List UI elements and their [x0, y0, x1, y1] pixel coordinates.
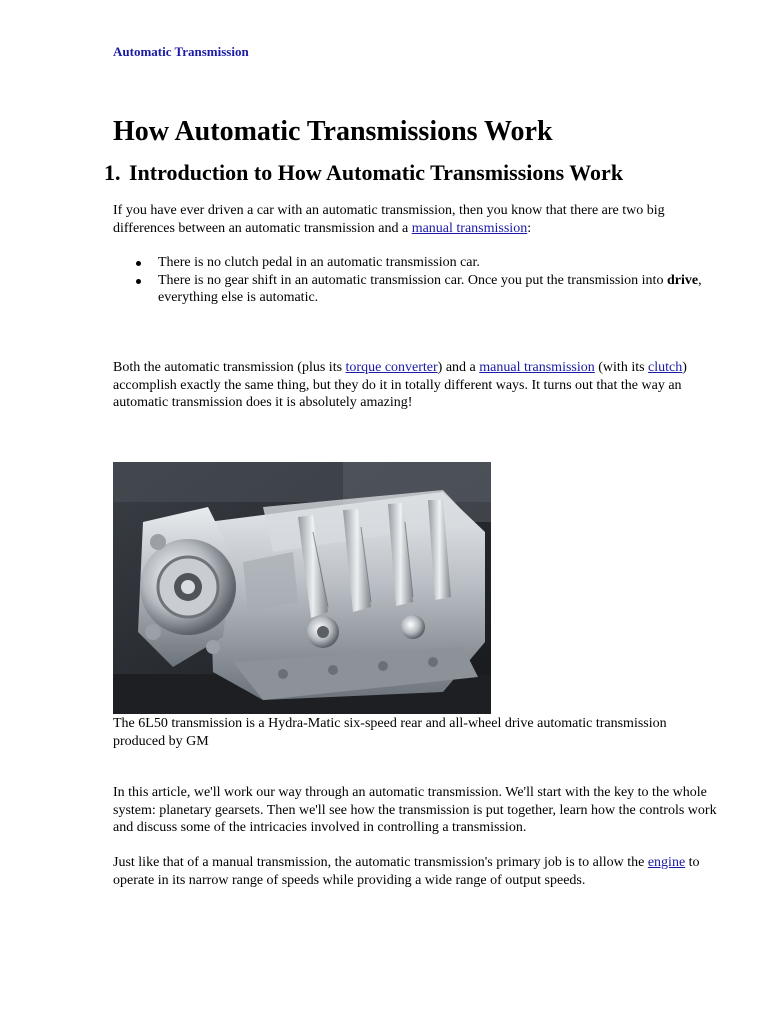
transmission-illustration — [113, 462, 491, 714]
paragraph-text: to operate in its narrow range of speeds while providing a wide range of output speeds. — [113, 855, 700, 888]
comparison-paragraph — [113, 359, 718, 412]
paragraph-text: Just like that of a manual transmission, the automatic transmission's primary job is to allow the — [113, 855, 648, 870]
list-item-text: There is no clutch pedal in an automatic transmission car. — [158, 255, 480, 270]
intro-paragraph — [113, 202, 718, 237]
manual-transmission-link-2[interactable]: manual transmission — [479, 360, 595, 375]
intro-text-end: : — [527, 220, 532, 236]
drive-bold-text: drive — [666, 272, 699, 288]
image-caption: The 6L50 transmission is a Hydra-Matic six-speed rear and all-wheel drive automatic transmission produced by GM — [113, 716, 667, 749]
paragraph-text: ) and a — [437, 360, 480, 375]
list-item-text: There is no gear shift in an automatic transmission car. Once you put the transmission into — [158, 272, 667, 288]
torque-converter-link[interactable]: torque converter — [345, 360, 438, 375]
section-heading — [104, 158, 623, 188]
engine-link[interactable]: engine — [647, 855, 686, 870]
transmission-photo — [113, 462, 491, 714]
paragraph-text: ) accomplish exactly the same thing, but they do it in totally different ways. It turns out that the way an automatic transmission does it is absolutely amazing! — [113, 360, 687, 410]
paragraph-text: Both the automatic transmission (plus its — [113, 360, 346, 375]
paragraph-text: (with its — [594, 360, 649, 375]
article-overview-paragraph: In this article, we'll work our way through an automatic transmission. We'll start with the key to the whole system: planetary gearsets. Then we'll see how the transmission is put together, learn how the controls work and discuss some of the intricacies involved in controlling a transmission. — [113, 785, 717, 835]
list-item-text-end: , everything else is automatic. — [158, 272, 702, 305]
section-number: 1. — [104, 160, 121, 185]
bullet-icon — [136, 279, 141, 284]
list-item — [113, 272, 718, 307]
manual-transmission-link[interactable]: manual transmission — [411, 220, 528, 236]
clutch-link[interactable]: clutch — [648, 360, 683, 375]
breadcrumb-link[interactable]: Automatic Transmission — [113, 44, 249, 59]
primary-job-paragraph — [113, 854, 718, 889]
bullet-icon — [136, 261, 141, 266]
page-title: How Automatic Transmissions Work — [113, 116, 553, 147]
section-heading-text: Introduction to How Automatic Transmissions Work — [129, 160, 624, 185]
bullet-list — [113, 254, 718, 307]
intro-text: If you have ever driven a car with an automatic transmission, then you know that there are two big differences between an automatic transmission and a — [113, 203, 665, 236]
list-item — [113, 254, 718, 272]
